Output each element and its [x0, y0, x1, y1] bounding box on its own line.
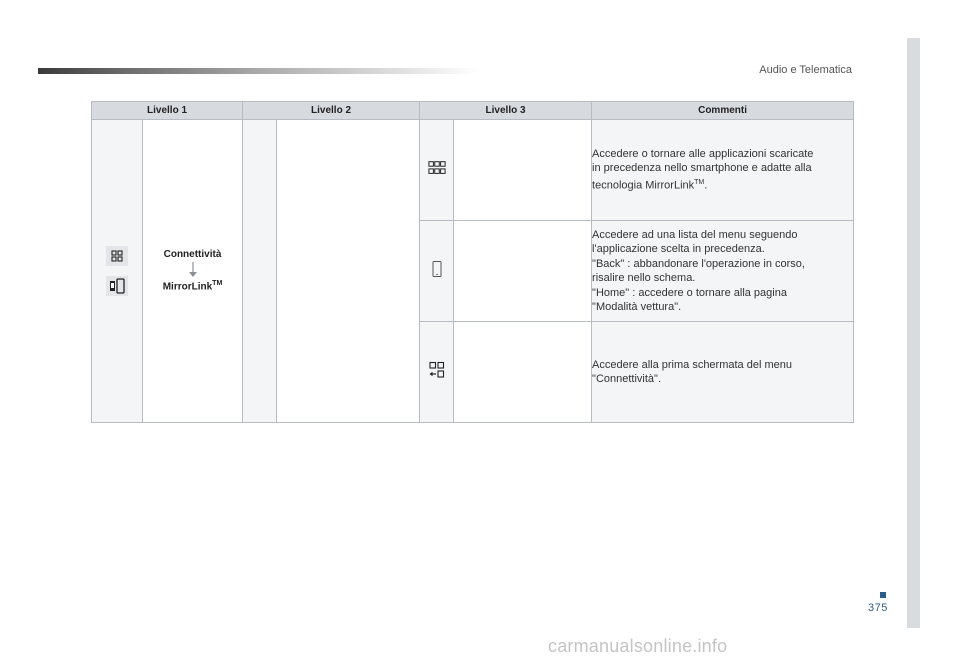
arrow-down-icon [188, 262, 198, 278]
grid-small-icon [106, 246, 128, 266]
comment-cell [592, 221, 854, 322]
level3-icon-cell [420, 221, 454, 322]
back-to-menu-icon [428, 361, 446, 379]
comment-line: risalire nello schema. [592, 272, 696, 284]
header-gradient-bar [38, 68, 478, 74]
level2-text-cell [277, 120, 420, 423]
level2-connectivity-label: Connettività [163, 249, 222, 261]
phone-cast-icon [106, 276, 128, 296]
comment-cell [592, 120, 854, 221]
comment-line: l'applicazione scelta in precedenza. [592, 243, 765, 255]
level3-icon-cell [420, 120, 454, 221]
page-number: 375 [868, 602, 888, 614]
level3-text-cell [454, 221, 592, 322]
smartphone-icon [428, 260, 446, 278]
watermark: carmanualsonline.info [548, 636, 728, 656]
level3-icon-cell [420, 322, 454, 423]
level2-label-cell [143, 120, 243, 423]
comment-line: Accedere ad una lista del menu seguendo [592, 228, 798, 241]
column-header-comments: Commenti [592, 102, 854, 120]
column-header-level3: Livello 3 [420, 102, 592, 120]
page-marker [880, 592, 886, 598]
level3-text-cell [454, 120, 592, 221]
level2-mirrorlink-label: MirrorLink [162, 281, 213, 293]
comment-line: "Modalità vettura". [592, 301, 682, 313]
comment-cell [592, 322, 854, 423]
menu-table [91, 101, 854, 423]
comment-line: "Home" : accedere o tornare alla pagina [592, 286, 787, 299]
comment-line: "Connettività". [592, 373, 662, 385]
comment-line: "Back" : abbandonare l'operazione in corso, [592, 257, 805, 270]
side-tab-strip [907, 38, 920, 628]
level2-icon-cell [243, 120, 277, 423]
comment-line: in precedenza nello smartphone e adatte alla [592, 162, 812, 175]
column-header-level1: Livello 1 [92, 102, 243, 120]
table-row [92, 120, 854, 221]
level1-icon-cell [92, 120, 143, 423]
comment-line: tecnologia MirrorLink™. [592, 178, 708, 192]
comment-line: Accedere o tornare alle applicazioni scaricate [592, 147, 814, 160]
table-header-row [92, 102, 854, 120]
column-header-level2: Livello 2 [243, 102, 420, 120]
section-title: Audio e Telematica [759, 64, 852, 76]
level3-text-cell [454, 322, 592, 423]
trademark-mark: TM [212, 280, 223, 288]
comment-line: Accedere alla prima schermata del menu [592, 358, 792, 371]
trademark-mark: TM [694, 178, 705, 186]
apps-grid-icon [428, 159, 446, 177]
